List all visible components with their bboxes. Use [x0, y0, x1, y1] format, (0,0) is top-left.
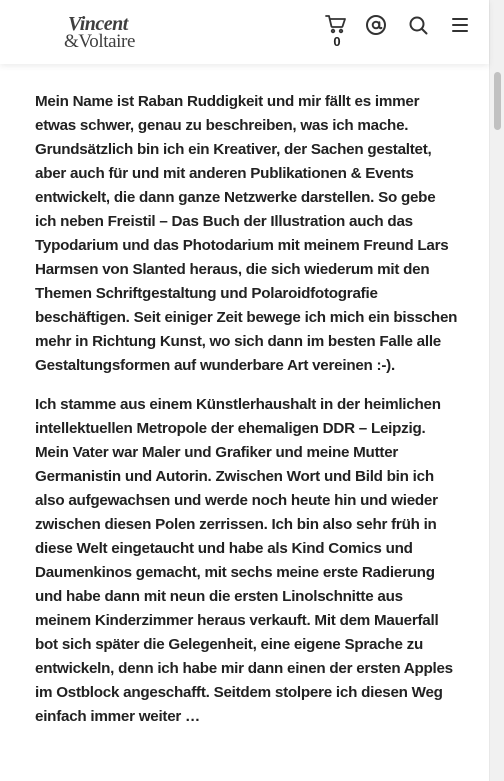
- scrollbar-thumb[interactable]: [494, 72, 501, 130]
- paragraph-background: Ich stamme aus einem Künstlerhaushalt in der heimlichen intellektuellen Metropole der ehemaligen DDR – Leipzig. Mein Vater war Maler und Grafiker und meine Mutter Germanistin und Autorin. Zwischen Wort und Bild bin ich also aufgewachsen und werde noch heute hin und wieder zwischen diesen Polen zerrissen. Ich bin also sehr früh in diese Welt eingetaucht und habe als Kind Comics und Daumenkinos gemacht, mit sechs meine erste Radierung und habe dann mit neun die ersten Linolschnitte aus meinem Kinderzimmer heraus verkauft. Mit dem Mauerfall bot sich später die Gelegenheit, eine eigene Sprache zu entwickeln, denn ich habe mir dann einen der ersten Apples im Ostblock angeschafft. Seitdem stolpere ich diesen Weg einfach immer weiter …: [35, 396, 453, 725]
- cart-count-badge: 0: [333, 34, 341, 49]
- menu-icon[interactable]: [448, 13, 472, 37]
- logo-text-vincent: Vincent: [68, 13, 128, 35]
- site-header: [0, 0, 489, 64]
- paragraph-intro: Mein Name ist Raban Ruddigkeit und mir fällt es immer etwas schwer, genau zu beschreiben, was ich mache. Grundsätzlich bin ich ein Kreativer, der Sachen gestaltet, aber auch für und mit anderen Publikationen & Events entwickelt, die dann ganze Netzwerke darstellen. So gebe ich neben Freistil – Das Buch der Illustration auch das Typodarium und das Photodarium mit meinem Freund Lars Harmsen von Slanted heraus, die sich wiederum mit den Themen Schriftgestaltung und Polaroidfotografie beschäftigen. Seit einiger Zeit bewege ich mich ein bisschen mehr in Richtung Kunst, wo sich dann im besten Falle alle Gestaltungsformen auf wunderbare Art vereinen :-).: [35, 93, 458, 374]
- search-icon[interactable]: [406, 13, 430, 37]
- article-content: [35, 90, 459, 744]
- site-logo[interactable]: [64, 14, 134, 52]
- logo-text-voltaire: &Voltaire: [64, 31, 135, 52]
- vertical-scrollbar[interactable]: [489, 0, 504, 781]
- account-icon[interactable]: [364, 13, 388, 37]
